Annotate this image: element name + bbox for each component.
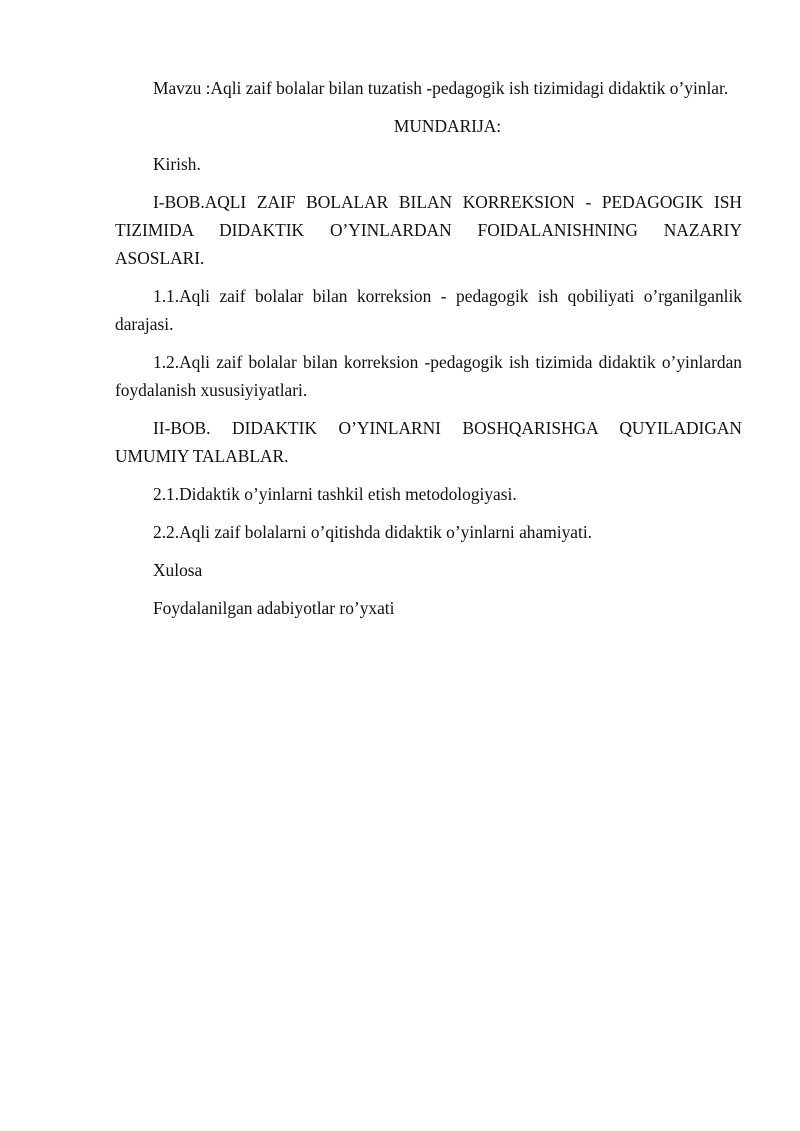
toc-item-conclusion: Xulosa	[153, 560, 203, 580]
toc-item-references: Foydalanilgan adabiyotlar ro’yxati	[153, 598, 395, 618]
toc-item-section-2-1: 2.1.Didaktik o’yinlarni tashkil etish metodologiyasi.	[153, 484, 517, 504]
toc-item-chapter-1: I-BOB.AQLI ZAIF BOLALAR BILAN KORREKSION - PEDAGOGIK ISH TIZIMIDA DIDAKTIK O’YINLARDAN FOIDALANISHNING NAZARIY ASOSLARI.	[115, 192, 742, 268]
table-of-contents	[115, 150, 742, 622]
document-topic: Mavzu :Aqli zaif bolalar bilan tuzatish -pedagogik ish tizimidagi didaktik o’yinlar.	[153, 78, 729, 98]
toc-item-chapter-2: II-BOB. DIDAKTIK O’YINLARNI BOSHQARISHGA QUYILADIGAN UMUMIY TALABLAR.	[115, 418, 742, 466]
toc-item-section-1-1: 1.1.Aqli zaif bolalar bilan korreksion - pedagogik ish qobiliyati o’rganilganlik darajasi.	[115, 286, 742, 334]
toc-item-introduction: Kirish.	[153, 154, 201, 174]
toc-heading: MUNDARIJA:	[393, 116, 502, 136]
document-page	[115, 74, 742, 632]
toc-item-section-1-2: 1.2.Aqli zaif bolalar bilan korreksion -pedagogik ish tizimida didaktik o’yinlardan foydalanish xususiyiyatlari.	[115, 352, 742, 400]
toc-item-section-2-2: 2.2.Aqli zaif bolalarni o’qitishda didaktik o’yinlarni ahamiyati.	[153, 522, 593, 542]
